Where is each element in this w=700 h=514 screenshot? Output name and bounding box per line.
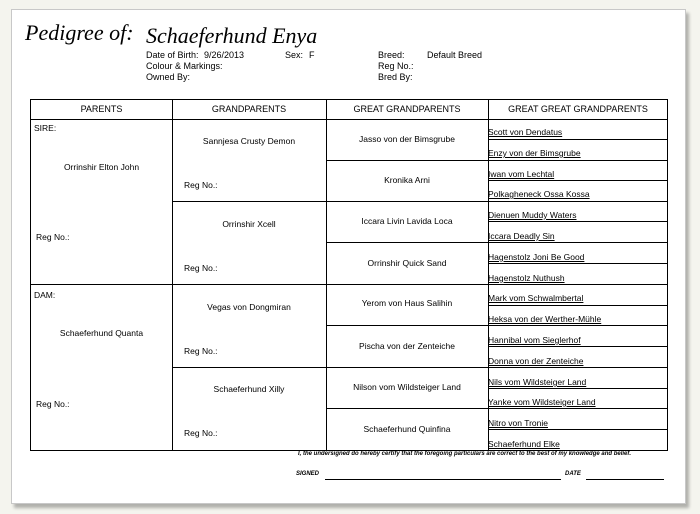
great-grandparent-3: Iccara Livin Lavida Loca [361, 216, 453, 226]
breed-value: Default Breed [427, 50, 483, 60]
dam-name: Schaeferhund Quanta [59, 328, 144, 338]
great-grandparent-2: Kronika Arni [384, 175, 430, 185]
great-great-grandparent-3: Iwan vom Lechtal [488, 169, 555, 179]
great-great-grandparent-15: Nitro von Tronie [488, 418, 548, 428]
great-great-grandparent-4: Polkagheneck Ossa Kossa [488, 189, 590, 199]
dam-label: DAM: [34, 290, 56, 300]
date-label: DATE [565, 471, 581, 477]
bred-by-label: Bred By: [378, 72, 413, 82]
certification-text: I, the undersigned do hereby certify that the foregoing particulars are correct to the best of my knowledge and belief. [298, 451, 632, 457]
great-great-grandparent-11: Hannibal vom Sieglerhof [488, 335, 581, 345]
great-great-grandparent-13: Nils vom Wildsteiger Land [488, 377, 587, 387]
great-grandparent-5: Yerom von Haus Salihin [361, 298, 453, 308]
great-great-grandparent-6: Iccara Deadly Sin [488, 231, 555, 241]
gp-3-reg-no-label: Reg No.: [184, 346, 218, 356]
great-grandparent-8: Schaeferhund Quinfina [363, 424, 451, 434]
grandparent-4: Schaeferhund Xilly [213, 384, 285, 394]
regno-label: Reg No.: [378, 61, 414, 71]
great-great-grandparent-1: Scott von Dendatus [488, 127, 563, 137]
gp-2-reg-no-label: Reg No.: [184, 263, 218, 273]
signature-line [325, 479, 561, 480]
great-great-grandparent-8: Hagenstolz Nuthush [488, 273, 565, 283]
great-great-grandparent-12: Donna von der Zenteiche [488, 356, 584, 366]
pedigree-page [11, 9, 686, 504]
column-header-parents: PARENTS [80, 104, 123, 114]
breed-label: Breed: [378, 50, 405, 60]
sex-label: Sex: [285, 50, 304, 60]
great-grandparent-4: Orrinshir Quick Sand [367, 258, 447, 268]
great-grandparent-7: Nilson vom Wildsteiger Land [353, 382, 461, 392]
signed-label: SIGNED [296, 471, 320, 477]
column-header-grandparents: GRANDPARENTS [211, 104, 287, 114]
great-great-grandparent-2: Enzy von der Bimsgrube [488, 148, 581, 158]
dob-value: 9/26/2013 [204, 50, 245, 60]
great-great-grandparent-5: Dienuen Muddy Waters [488, 210, 577, 220]
sire-reg-no-label: Reg No.: [36, 232, 70, 242]
great-great-grandparent-10: Heksa von der Werther-Mühle [488, 314, 602, 324]
grandparent-1: Sannjesa Crusty Demon [202, 136, 296, 146]
dam-reg-no-label: Reg No.: [36, 399, 70, 409]
page-title: Pedigree of: [25, 20, 134, 45]
great-great-grandparent-14: Yanke vom Wildsteiger Land [488, 397, 596, 407]
sex-value: F [309, 50, 315, 60]
dob-label: Date of Birth: [146, 50, 199, 60]
owned-by-label: Owned By: [146, 72, 191, 82]
great-great-grandparent-9: Mark vom Schwalmbertal [488, 293, 584, 303]
sire-label: SIRE: [34, 123, 57, 133]
column-header-great-grandparents: GREAT GRANDPARENTS [353, 104, 461, 114]
great-great-grandparent-7: Hagenstolz Joni Be Good [488, 252, 585, 262]
great-great-grandparent-16: Schaeferhund Elke [488, 439, 560, 449]
gp-1-reg-no-label: Reg No.: [184, 180, 218, 190]
great-grandparent-6: Pischa von der Zenteiche [359, 341, 455, 351]
pedigree-table [30, 99, 668, 451]
grandparent-2: Orrinshir Xcell [222, 219, 276, 229]
great-grandparent-1: Jasso von der Bimsgrube [359, 134, 455, 144]
date-line [586, 479, 664, 480]
column-header-great-great-grandparents: GREAT GREAT GRANDPARENTS [508, 104, 648, 114]
sire-name: Orrinshir Elton John [63, 162, 140, 172]
gp-4-reg-no-label: Reg No.: [184, 428, 218, 438]
grandparent-3: Vegas von Dongmiran [207, 302, 291, 312]
dog-name: Schaeferhund Enya [146, 23, 318, 48]
colour-label: Colour & Markings: [146, 61, 223, 71]
